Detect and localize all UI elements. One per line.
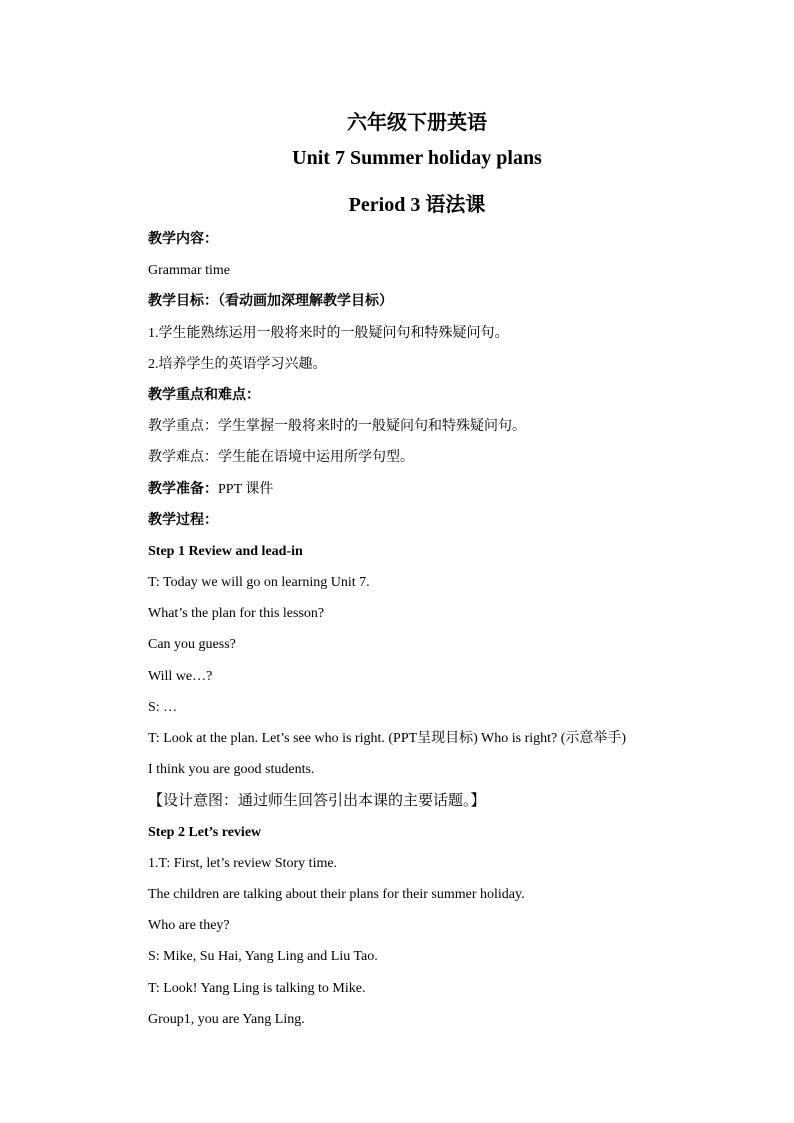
document-title-period: Period 3 语法课 — [348, 194, 486, 216]
paragraph-line: Will we…? — [148, 668, 213, 684]
paragraph-line: The children are talking about their plans for their summer holiday. — [148, 886, 525, 902]
design-intent-note: 【设计意图：通过师生回答引出本课的主要话题。】 — [148, 793, 486, 810]
section-heading: 教学过程： — [148, 512, 218, 528]
paragraph-line: I think you are good students. — [148, 762, 315, 778]
paragraph-line: T: Today we will go on learning Unit 7. — [148, 575, 370, 591]
prep-label: 教学准备： — [148, 481, 218, 497]
prep-value: PPT 课件 — [218, 481, 274, 497]
paragraph-line: 教学重点：学生掌握一般将来时的一般疑问句和特殊疑问句。 — [148, 419, 526, 435]
section-heading: 教学内容： — [148, 232, 218, 247]
paragraph-line: 1.T: First, let’s review Story time. — [148, 855, 338, 871]
step-heading: Step 2 Let’s review — [148, 824, 262, 840]
section-heading: 教学目标：（看动画加深理解教学目标） — [148, 294, 393, 310]
step-heading: Step 1 Review and lead-in — [148, 543, 303, 559]
prep-line — [148, 479, 768, 510]
document-title-cn: 六年级下册英语 — [347, 112, 487, 134]
paragraph-line: 教学难点：学生能在语境中运用所学句型。 — [148, 450, 414, 466]
section-heading: 教学重点和难点： — [148, 387, 260, 403]
paragraph-line: 2.培养学生的英语学习兴趣。 — [148, 356, 327, 372]
paragraph-line: T: Look! Yang Ling is talking to Mike. — [148, 980, 366, 996]
paragraph-line: Group1, you are Yang Ling. — [148, 1011, 305, 1027]
paragraph-line: Grammar time — [148, 263, 231, 279]
paragraph-line: Who are they? — [148, 918, 230, 934]
paragraph-line: 1.学生能熟练运用一般将来时的一般疑问句和特殊疑问句。 — [148, 325, 509, 341]
paragraph-line: T: Look at the plan. Let’s see who is right. (PPT呈现目标) Who is right? (示意举手) — [148, 731, 627, 746]
paragraph-line: S: Mike, Su Hai, Yang Ling and Liu Tao. — [148, 949, 378, 965]
paragraph-line: Can you guess? — [148, 637, 236, 653]
paragraph-line: S: … — [148, 699, 178, 715]
document-body — [148, 229, 768, 1040]
document-title-unit: Unit 7 Summer holiday plans — [292, 147, 542, 169]
paragraph-line: What’s the plan for this lesson? — [148, 606, 325, 622]
